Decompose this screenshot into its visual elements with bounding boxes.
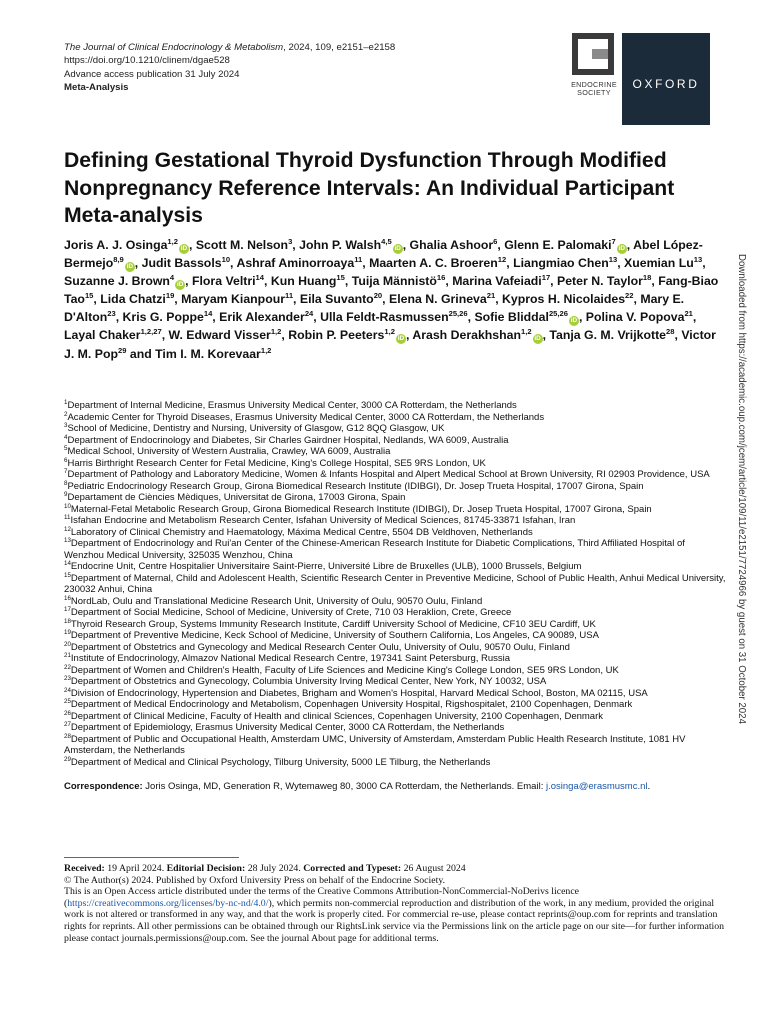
affiliation-item [64,458,726,470]
copyright-line: © The Author(s) 2024. Published by Oxford University Press on behalf of the Endocrine Society. [64,874,446,886]
author-affiliation-ref: 1,2 [167,236,178,246]
author-name[interactable]: Ulla Feldt-Rasmussen [320,310,449,325]
corrected-date: 26 August 2024 [401,863,466,874]
license-text-a: This is an Open Access article distributed under the terms of the Creative Commons Attribution-NonCommercial-NoDerivs licence ( [64,886,580,909]
affiliation-number: 13 [64,536,71,544]
author-name[interactable]: Kypros H. Nicolaides [502,292,626,307]
affiliation-number: 22 [64,663,71,671]
received-label: Received: [64,863,105,874]
author-name[interactable]: Tuija Männistö [351,274,437,289]
author-name[interactable]: Lida Chatzi [100,292,166,307]
affiliation-item [64,619,726,631]
author-affiliation-ref: 19 [165,291,175,301]
affiliation-text: Department of Obstetrics and Gynecology and Medical Research Center Oulu, University of Oulu, 90570 Oulu, Finland [70,641,570,653]
author-name[interactable]: Abel López-Bermejo [64,238,703,271]
affiliation-text: Department of Epidemiology, Erasmus University Medical Center, 3000 CA Rotterdam, the Netherlands [70,722,505,733]
author-name[interactable]: Ashraf Aminorroaya [236,256,355,271]
author-affiliation-ref: 25,26 [448,309,468,319]
affiliation-number: 16 [64,594,71,602]
correspondence-email[interactable]: j.osinga@erasmusmc.nl [545,781,648,792]
affiliation-number: 1 [64,398,68,406]
author-affiliation-ref: 1,2,27 [140,327,162,337]
author-name[interactable]: Maryam Kianpour [181,292,286,307]
author-affiliation-ref: 1,2 [384,327,395,337]
affiliation-text: Department of Clinical Medicine, Faculty of Health and clinical Sciences, Copenhagen University, 2100 Copenhagen, Denmark [70,710,603,722]
decision-label: Editorial Decision: [166,863,246,874]
author-affiliation-ref: 16 [436,273,446,283]
affiliation-item [64,630,726,642]
author-name[interactable]: Kun Huang [270,274,337,289]
affiliation-number: 3 [64,421,68,429]
orcid-icon[interactable]: iD [534,335,541,343]
corrected-label: Corrected and Typeset: [303,863,402,874]
author-name[interactable]: Layal Chaker [64,328,141,343]
correspondence-label: Correspondence: [64,781,143,792]
affiliation-number: 25 [64,697,71,705]
affiliation-text: Laboratory of Clinical Chemistry and Haematology, Máxima Medical Centre, 5504 DB Veldhoven, Netherlands [70,526,533,538]
affiliation-number: 14 [64,559,71,567]
affiliation-item [64,527,726,539]
affiliation-text: Department of Social Medicine, School of Medicine, University of Crete, 710 03 Heraklion, Crete, Greece [70,607,512,618]
author-name[interactable]: Fang-Biao Tao [64,274,719,307]
affiliation-number: 9 [64,490,68,498]
orcid-icon[interactable]: iD [176,281,184,289]
orcid-icon[interactable]: iD [397,335,405,343]
author-name[interactable]: Elena N. Grineva [389,292,487,307]
affiliation-text: Department of Endocrinology and Diabetes, Sir Charles Gairdner Hospital, Nedlands, WA 6009, Australia [67,434,509,446]
affiliation-number: 28 [64,732,71,740]
affiliation-item [64,481,726,493]
affiliation-item [64,607,726,619]
affiliation-number: 21 [64,651,71,659]
access-date: Advance access publication 31 July 2024 [64,68,240,80]
affiliation-text: Department of Pathology and Laboratory Medicine, Women & Infants Hospital and Alpert Medical School at Brown University, RI 02903 Providence, USA [67,469,710,480]
endocrine-society-wordmark: ENDOCRINE SOCIETY [571,80,617,97]
author-name[interactable]: Kris G. Poppe [122,310,204,325]
author-name[interactable]: Glenn E. Palomaki [504,238,612,252]
author-affiliation-ref: 11 [354,255,363,264]
author-name[interactable]: Robin P. Peeters [288,328,385,343]
author-affiliation-ref: 15 [336,273,345,283]
affiliation-item [64,722,726,734]
affiliation-text: Division of Endocrinology, Hypertension and Diabetes, Brigham and Women's Hospital, Harvard Medical School, Boston, MA 02115, USA [70,687,648,699]
license-text [64,886,726,944]
decision-date: 28 July 2024. [245,863,304,874]
affiliation-item [64,573,726,596]
author-affiliation-ref: 24 [304,309,314,319]
journal-citation: , 2024, 109, e2151–e2158 [283,42,396,53]
affiliation-item [64,653,726,665]
affiliation-text: Institute of Endocrinology, Almazov National Medical Research Centre, 197341 Saint Petersburg, Russia [70,653,511,664]
journal-name: The Journal of Clinical Endocrinology & Metabolism [64,42,284,53]
author-affiliation-ref: 28 [666,327,675,337]
author-affiliation-ref: 29 [117,345,127,355]
oxford-wordmark: OXFORD [632,77,700,91]
affiliation-item [64,423,726,435]
author-name[interactable]: Arash Derakhshan [412,328,521,343]
author-affiliation-ref: 13 [608,255,618,264]
side-note-text: Downloaded from https://academic.oup.com/jcem/article/109/11/e2151/7724966 by guest on 31 October 2024 [736,254,747,724]
affiliation-number: 18 [64,617,71,625]
orcid-icon[interactable]: iD [180,245,188,252]
affiliation-number: 7 [64,467,68,475]
affiliation-number: 17 [64,605,71,613]
affiliation-text: School of Medicine, Dentistry and Nursing, University of Glasgow, G12 8QQ Glasgow, UK [67,423,445,434]
affiliation-item [64,688,726,700]
affiliation-text: Harris Birthright Research Center for Fetal Medicine, King's College Hospital, SE5 9RS London, UK [67,457,486,469]
author-name[interactable]: Judit Bassols [141,256,222,271]
affiliation-text: Department of Endocrinology and Rui'an Center of the Chinese-American Research Institute for Diabetic Complications, Third Affiliated Hospital of Wenzhou Medical University, 325035 Wenzhou, China [64,538,685,561]
author-affiliation-ref: 15 [84,291,94,301]
affiliation-item [64,515,726,527]
affiliation-number: 27 [64,720,71,728]
affiliation-text: NordLab, Oulu and Translational Medicine Research Unit, University of Oulu, 90570 Oulu, Finland [70,595,483,607]
author-list: Joris A. J. Osinga$^{1,2}$iD , Scott M. Nelson$^3$, John P. Walsh$^{4,5}$iD , Ghalia Ashoor$^6$, Glenn E. Palomaki$^7$iD , Abel López-Bermejo$^{8,9}$iD , Judit Bassols$^{10}$, Ashraf Aminorroaya$^{11}$, Maarten A. C. Broeren$^{12}$, Liangmiao Chen$^{13}$, Xuemian Lu$^{13}$, Suzanne J. Brown$^4$iD , Flora Veltri$^{14}$, Kun Huang$^{15}$, Tuija Männistö$^{16}$, Marina Vafeiadi$^{17}$, Peter N. Taylor$^{18}$, Fang-Biao Tao$^{15}$, Lida Chatzi$^{19}$, Maryam Kianpour$^{11}$, Eila Suvanto$^{20}$, Elena N. Grineva$^{21}$, Kypros H. Nicolaides$^{22}$, Mary E. D'Alton$^{23}$, Kris G. Poppe$^{14}$, Erik Alexander$^{24}$, Ulla Feldt-Rasmussen$^{25,26}$, Sofie Bliddal$^{25,26}$iD , Polina V. Popova$^{21}$, Layal Chaker$^{1,2,27}$, W. Edward Visser$^{1,2}$, Robin P. Peeters$^{1,2}$iD , Arash Derakhshan$^{1,2}$iD , Tanja G. M. Vrijkotte$^{28}$, Victor J. M. Pop$^{29}$ and Tim I. M. Korevaar$^{1,2}$ [64,236,719,361]
affiliation-item [64,504,726,516]
affiliation-number: 2 [64,410,68,418]
author-affiliation-ref: 3 [288,236,293,246]
orcid-icon[interactable]: iD [618,245,625,252]
author-name[interactable]: Peter N. Taylor [557,274,643,289]
article-footer [64,863,726,944]
author-affiliation-ref: 4,5 [381,236,392,246]
author-affiliation-ref: 14 [203,309,213,319]
author-name[interactable]: Sofie Bliddal [474,310,549,325]
affiliation-number: 24 [64,686,71,694]
affiliation-text: Academic Center for Thyroid Diseases, Erasmus University Medical Center, 3000 CA Rotterdam, the Netherlands [67,411,545,423]
affiliation-item [64,676,726,688]
author-affiliation-ref: 13 [693,255,703,264]
affiliation-number: 10 [64,502,71,510]
author-name[interactable]: Flora Veltri [191,274,256,289]
article-type: Meta-Analysis [64,82,129,94]
author-affiliation-ref: 10 [221,255,231,264]
affiliation-text: Endocrine Unit, Centre Hospitalier Universitaire Saint-Pierre, Université Libre de Bruxelles (ULB), 1000 Brussels, Belgium [70,561,582,572]
author-affiliation-ref: 21 [684,309,693,319]
affiliation-item [64,435,726,447]
doi-link[interactable]: https://doi.org/10.1210/clinem/dgae528 [64,55,230,67]
affiliation-item [64,446,726,458]
affiliation-text: Medical School, University of Western Australia, Crawley, WA 6009, Australia [67,446,391,457]
citation-line [64,41,395,54]
author-name[interactable]: John P. Walsh [299,238,382,252]
affiliation-text: Department of Medical and Clinical Psychology, Tilburg University, 5000 LE Tilburg, the Netherlands [70,756,491,768]
article-title: Defining Gestational Thyroid Dysfunction Through Modified Nonpregnancy Reference Intervals: An Individual Participant Meta-analysis [64,149,675,228]
author-affiliation-ref: 7 [611,236,616,246]
affiliation-item [64,642,726,654]
affiliation-item [64,596,726,608]
affiliation-item [64,561,726,573]
affiliation-number: 12 [64,525,71,533]
author-affiliation-ref: 6 [493,236,498,246]
orcid-icon[interactable]: iD [570,317,578,325]
affiliation-text: Isfahan Endocrine and Metabolism Research Center, Isfahan University of Medical Sciences, 81745-33871 Isfahan, Iran [70,515,576,526]
affiliation-number: 11 [64,513,71,521]
author-affiliation-ref: 1,2 [260,345,272,355]
author-affiliation-ref: 11 [285,291,294,301]
correspondence-text: Joris Osinga, MD, Generation R, Wytemaweg 80, 3000 CA Rotterdam, the Netherlands. Email: [142,781,546,792]
correspondence-end: . [647,781,651,792]
author-name[interactable]: Maarten A. C. Broeren [369,256,498,271]
orcid-icon[interactable]: iD [394,245,401,252]
endocrine-society-logo-icon [572,33,614,75]
affiliation-item [64,400,726,412]
author-affiliation-ref: 25,26 [548,309,568,319]
affiliation-text: Maternal-Fetal Metabolic Research Group, Girona Biomedical Research Institute (IDIBGI), Dr. Josep Trueta Hospital, 17007 Girona, Spain [70,503,652,515]
author-name[interactable]: Tim I. M. Korevaar [155,346,261,361]
affiliation-text: Department of Preventive Medicine, Keck School of Medicine, University of Southern California, Los Angeles, CA 90089, USA [70,630,599,641]
affiliation-number: 15 [64,571,71,579]
correspondence [64,781,724,793]
affiliation-number: 19 [64,628,71,636]
author-affiliation-ref: 22 [625,291,634,301]
affiliation-item [64,734,726,757]
author-affiliation-ref: 1,2 [270,327,282,337]
affiliation-number: 29 [64,755,71,763]
author-name[interactable]: Marina Vafeiadi [452,274,542,289]
author-affiliation-ref: 8,9 [113,255,124,264]
received-date: 19 April 2024. [104,863,167,874]
author-name[interactable]: Joris A. J. Osinga [64,238,168,252]
affiliation-item [64,469,726,481]
dates-line [64,863,726,875]
author-name[interactable]: Liangmiao Chen [513,256,609,271]
author-affiliation-ref: 12 [497,255,507,264]
author-name[interactable]: Eila Suvanto [299,292,374,307]
affiliation-number: 6 [64,456,68,464]
affiliation-item [64,757,726,769]
affiliation-item [64,699,726,711]
affiliation-text: Department of Internal Medicine, Erasmus University Medical Center, 3000 CA Rotterdam, the Netherlands [67,400,517,411]
affiliation-item [64,412,726,424]
affiliation-list [64,400,726,768]
footer-divider [64,857,239,858]
affiliation-text: Department of Medical Endocrinology and Metabolism, Copenhagen University Hospital, Rigshospitalet, 2100 Copenhagen, Denmark [70,699,633,710]
affiliation-number: 5 [64,444,68,452]
author-affiliation-ref: 1,2 [521,327,532,337]
author-affiliation-ref: 17 [541,273,551,283]
author-affiliation-ref: 21 [486,291,496,301]
license-text-b: ), which permits non-commercial reproduction and distribution of the work, in any medium, provided the original work is not altered or transformed in any way, and that the work is properly cited. For commercial re-use, please contact reprints@oup.com for reprints and translation rights for reprints. All other permissions can be obtained through our RightsLink service via the Permissions link on the article page on our site—for further information please contact journals.permissions@oup.com. See the journal About page for additional terms. [64,897,725,944]
journal-header [64,41,395,95]
author-name[interactable]: Xuemian Lu [624,256,694,271]
affiliation-text: Thyroid Research Group, Systems Immunity Research Institute, Cardiff University School of Medicine, CF10 3EU Cardiff, UK [70,618,596,630]
author-affiliation-ref: 18 [642,273,652,283]
affiliation-number: 4 [64,433,68,441]
oxford-logo [622,33,710,125]
author-name[interactable]: Polina V. Popova [585,310,685,325]
author-name[interactable]: Scott M. Nelson [195,238,289,252]
author-affiliation-ref: 4 [169,273,175,283]
affiliation-number: 20 [64,640,71,648]
license-link[interactable]: https://creativecommons.org/licenses/by-nc-nd/4.0/ [67,897,269,909]
author-name[interactable]: Ghalia Ashoor [409,238,494,252]
download-side-note [735,254,750,774]
affiliation-item [64,711,726,723]
affiliation-text: Department of Maternal, Child and Adolescent Health, Scientific Research Center in Preventive Medicine, School of Public Health, Anhui Medical University, 230032 Anhui, China [64,572,726,595]
affiliation-text: Department of Obstetrics and Gynecology, Columbia University Irving Medical Center, New York, NY 10032, USA [70,676,547,687]
affiliation-number: 8 [64,479,68,487]
author-name[interactable]: Mary E. D'Alton [64,292,685,325]
author-name[interactable]: Erik Alexander [219,310,305,325]
author-name[interactable]: Suzanne J. Brown [64,274,170,289]
affiliation-number: 23 [64,674,71,682]
affiliation-number: 26 [64,709,71,717]
affiliation-text: Department of Women and Children's Health, Faculty of Life Sciences and Medicine King's College London, SE5 9RS London, UK [70,664,619,676]
author-affiliation-ref: 20 [373,291,383,301]
affiliation-item [64,492,726,504]
author-name[interactable]: W. Edward Visser [168,328,271,343]
author-name[interactable]: Tanja G. M. Vrijkotte [549,328,667,343]
orcid-icon[interactable]: iD [126,263,133,271]
affiliation-item [64,665,726,677]
publisher-logos [566,33,708,125]
affiliation-text: Department of Public and Occupational Health, Amsterdam UMC, University of Amsterdam, Amsterdam Public Health Research Institute, 1081 HV Amsterdam, the Netherlands [64,733,686,756]
affiliation-item [64,538,726,561]
author-affiliation-ref: 23 [107,309,116,319]
author-affiliation-ref: 14 [255,273,264,283]
affiliation-text: Pediatric Endocrinology Research Group, Girona Biomedical Research Institute (IDIBGI), Dr. Josep Trueta Hospital, 17007 Girona, Spain [67,480,644,492]
affiliation-text: Departament de Ciències Mèdiques, Universitat de Girona, 17003 Girona, Spain [67,492,406,503]
author-name[interactable]: Victor J. M. Pop [64,328,716,361]
